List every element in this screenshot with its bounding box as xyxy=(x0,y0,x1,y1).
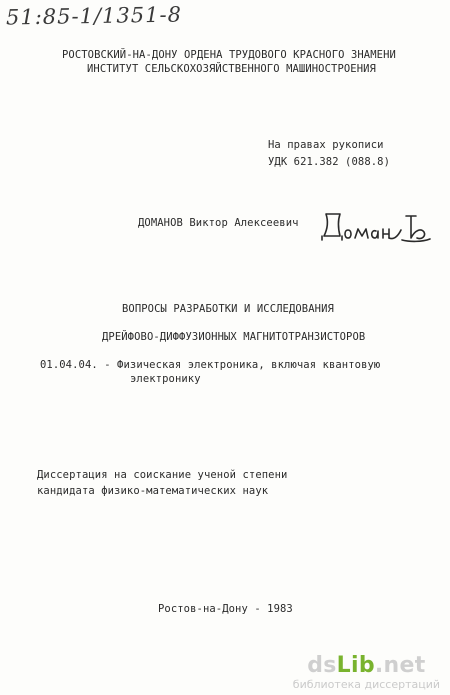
logo-lib: Lib xyxy=(336,653,375,678)
place-and-year: Ростов-на-Дону - 1983 xyxy=(158,603,293,615)
specialty-line-2: электронику xyxy=(130,373,201,385)
rights-notice: На правах рукописи xyxy=(268,139,384,151)
logo-ds: ds xyxy=(307,653,337,678)
dissertation-line-1: Диссертация на соискание ученой степени xyxy=(37,469,288,481)
specialty-line-1: 01.04.04. - Физическая электроника, включая квантовую xyxy=(40,359,381,371)
title-line-1: ВОПРОСЫ РАЗРАБОТКИ И ИССЛЕДОВАНИЯ xyxy=(122,303,334,315)
author-signature xyxy=(318,206,438,246)
watermark-tagline: библиотека диссертаций xyxy=(292,678,440,691)
handwritten-archive-number: 51:85-1/1351-8 xyxy=(5,2,183,30)
author-name: ДОМАНОВ Виктор Алексеевич xyxy=(138,217,299,229)
institute-line-1: РОСТОВСКИЙ-НА-ДОНУ ОРДЕНА ТРУДОВОГО КРАСНОГО ЗНАМЕНИ xyxy=(62,49,396,61)
udc-code: УДК 621.382 (088.8) xyxy=(268,156,391,168)
institute-line-2: ИНСТИТУТ СЕЛЬСКОХОЗЯЙСТВЕННОГО МАШИНОСТРОЕНИЯ xyxy=(87,63,376,75)
logo-net: .net xyxy=(374,653,426,678)
dslib-watermark xyxy=(293,655,440,691)
dslib-logo xyxy=(293,655,440,677)
dissertation-line-2: кандидата физико-математических наук xyxy=(37,485,269,497)
title-line-2: ДРЕЙФОВО-ДИФФУЗИОННЫХ МАГНИТОТРАНЗИСТОРОВ xyxy=(102,331,366,343)
